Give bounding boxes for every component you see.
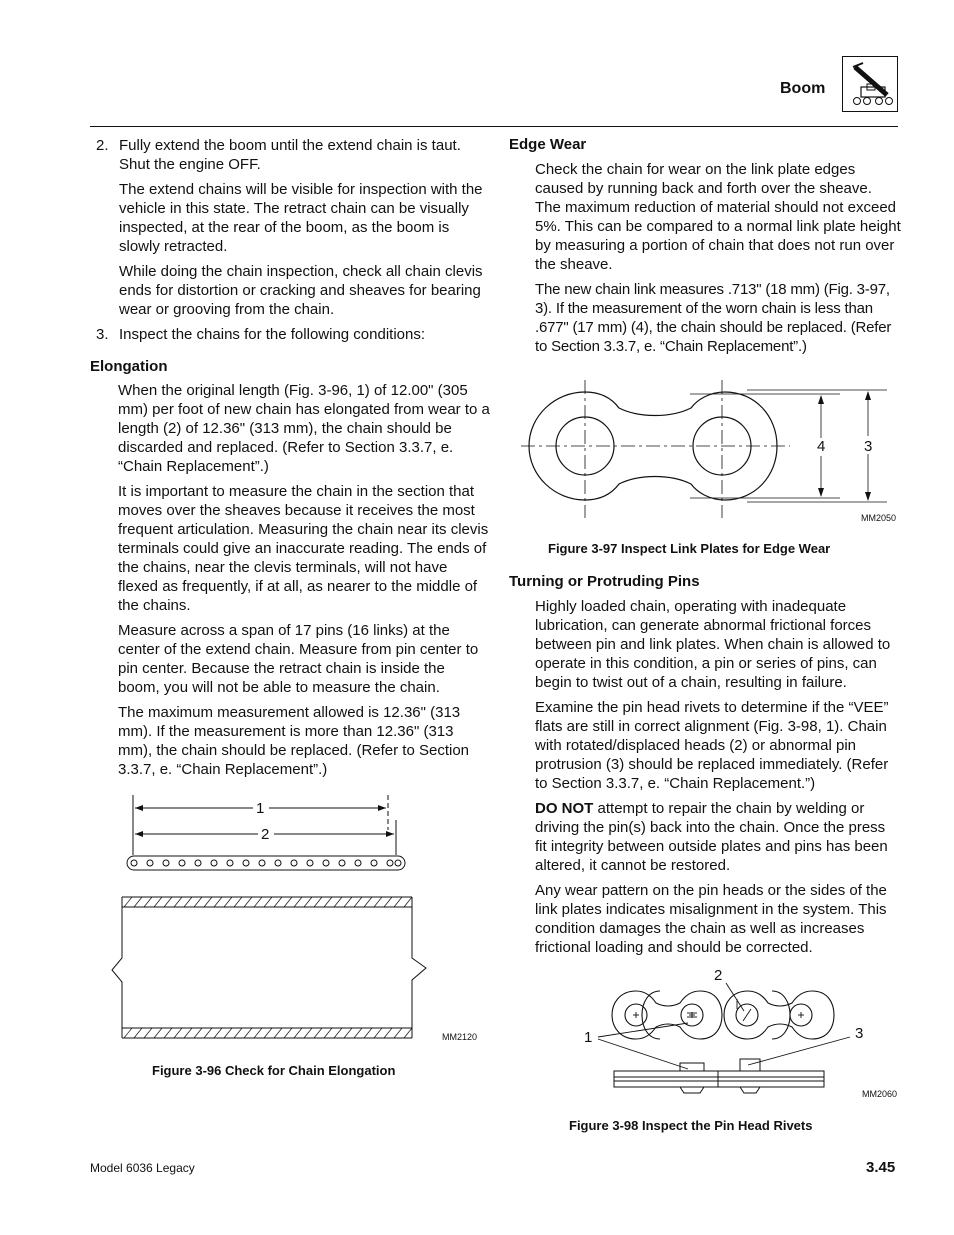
section-title: Boom bbox=[780, 80, 826, 97]
elongation-paragraph: When the original length (Fig. 3-96, 1) of 12.00" (305 mm) per foot of new chain has elongated from wear to a length (2) of 12.36" (313 mm), the chain should be discarded and replaced. (Refer to Section 3.3.7, e. “Chain Replacement”.) bbox=[118, 382, 490, 475]
callout-label-1: 1 bbox=[584, 1029, 593, 1046]
dimension-label-1: 1 bbox=[256, 800, 265, 817]
dimension-label-2: 2 bbox=[261, 826, 270, 843]
edge-wear-heading: Edge Wear bbox=[509, 136, 587, 153]
step-2-paragraph: While doing the chain inspection, check all chain clevis ends for distortion or cracking and sheaves for bearing wear or grooving from the chain. bbox=[119, 263, 483, 318]
right-column-top bbox=[509, 136, 901, 362]
right-column-bottom bbox=[509, 573, 901, 963]
step-2-number: 2. bbox=[96, 137, 109, 154]
header-rule bbox=[90, 126, 898, 127]
figure-3-96 bbox=[108, 790, 488, 1050]
pin-head-rivet-diagram bbox=[580, 965, 900, 1105]
chain-elongation-diagram bbox=[108, 790, 488, 1050]
turning-pins-paragraph: Highly loaded chain, operating with inadequate lubrication, can generate abnormal frictional forces between pin and link plates. When chain is allowed to operate in this condition, a pin or series of pins, can begin to twist out of a chain, resulting in failure. bbox=[535, 598, 891, 691]
left-column bbox=[90, 136, 490, 785]
link-plate-diagram bbox=[515, 378, 905, 528]
figure-code: MM2120 bbox=[442, 1032, 478, 1042]
figure-code: MM2050 bbox=[861, 513, 897, 523]
figure-code: MM2060 bbox=[862, 1089, 898, 1099]
elongation-paragraph: Measure across a span of 17 pins (16 links) at the center of the extend chain. Measure from pin center to pin center. Because the retract chain is inside the boom, you will not be able to measure the chain. bbox=[118, 622, 479, 696]
step-2 bbox=[90, 136, 490, 319]
elongation-heading: Elongation bbox=[90, 358, 168, 375]
turning-pins-heading: Turning or Protruding Pins bbox=[509, 573, 700, 590]
step-3-text: Inspect the chains for the following conditions: bbox=[119, 326, 426, 343]
edge-wear-paragraph: The new chain link measures .713" (18 mm) (Fig. 3-97, 3). If the measurement of the worn chain is less than .677" (17 mm) (4), the chain should be replaced. (Refer to Section 3.3.7, e. “Chain Replacement”.) bbox=[535, 281, 892, 355]
edge-wear-paragraph: Check the chain for wear on the link plate edges caused by running back and forth over the sheave. The maximum reduction of material should not exceed 5%. This can be compared to a normal link plate height by measuring a portion of chain that does not run over the sheave. bbox=[535, 161, 901, 273]
callout-label-2: 2 bbox=[714, 967, 723, 984]
turning-pins-paragraph bbox=[535, 799, 901, 875]
dimension-label-3: 3 bbox=[864, 438, 873, 455]
dimension-label-4: 4 bbox=[817, 438, 826, 455]
step-2-paragraph: The extend chains will be visible for inspection with the vehicle in this state. The retract chain can be visually inspected, at the rear of the boom, as the boom is slowly retracted. bbox=[119, 181, 483, 255]
turning-pins-paragraph: Examine the pin head rivets to determine if the “VEE” flats are still in correct alignment (Fig. 3-98, 1). Chain with rotated/displaced heads (2) or abnormal pin protrusion (3) should be replaced immediately. (Refer to Section 3.3.7, e. “Chain Replacement.”) bbox=[535, 699, 889, 792]
step-3 bbox=[90, 325, 490, 344]
elongation-paragraph: It is important to measure the chain in the section that moves over the sheaves because it receives the most frequent articulation. Measuring the chain near its clevis terminals could give an inaccurate reading. The ends of the chains, near the clevis terminals, will not have flexed as frequently, if at all, as nearer to the middle of the chains. bbox=[118, 483, 489, 614]
elongation-paragraph: The maximum measurement allowed is 12.36" (313 mm). If the measurement is more than 12.36" (313 mm), the chain should be replaced. (Refer to Section 3.3.7, e. “Chain Replacement”.) bbox=[118, 704, 470, 778]
turning-pins-paragraph: Any wear pattern on the pin heads or the sides of the link plates indicates misalignment in the system. This condition damages the chain as well as increases frictional loading and should be corrected. bbox=[535, 882, 887, 956]
step-2-text: Fully extend the boom until the extend chain is taut. Shut the engine OFF. bbox=[119, 137, 461, 173]
page-number: 3.45 bbox=[866, 1159, 896, 1176]
elongation-body bbox=[90, 381, 490, 779]
do-not-emphasis: DO NOT bbox=[535, 800, 594, 817]
figure-3-97 bbox=[515, 378, 905, 528]
do-not-text: attempt to repair the chain by welding or driving the pin(s) back into the chain. Once the press fit integrity between outside plates and pins has been altered, it cannot be restored. bbox=[535, 800, 888, 874]
figure-3-98 bbox=[580, 965, 900, 1105]
figure-caption: Figure 3-98 Inspect the Pin Head Rivets bbox=[569, 1118, 813, 1133]
figure-caption: Figure 3-96 Check for Chain Elongation bbox=[152, 1063, 396, 1078]
callout-label-3: 3 bbox=[855, 1025, 864, 1042]
step-3-number: 3. bbox=[96, 326, 109, 343]
footer-model: Model 6036 Legacy bbox=[90, 1161, 195, 1175]
boom-crane-icon bbox=[842, 56, 898, 112]
figure-caption: Figure 3-97 Inspect Link Plates for Edge Wear bbox=[548, 541, 831, 556]
